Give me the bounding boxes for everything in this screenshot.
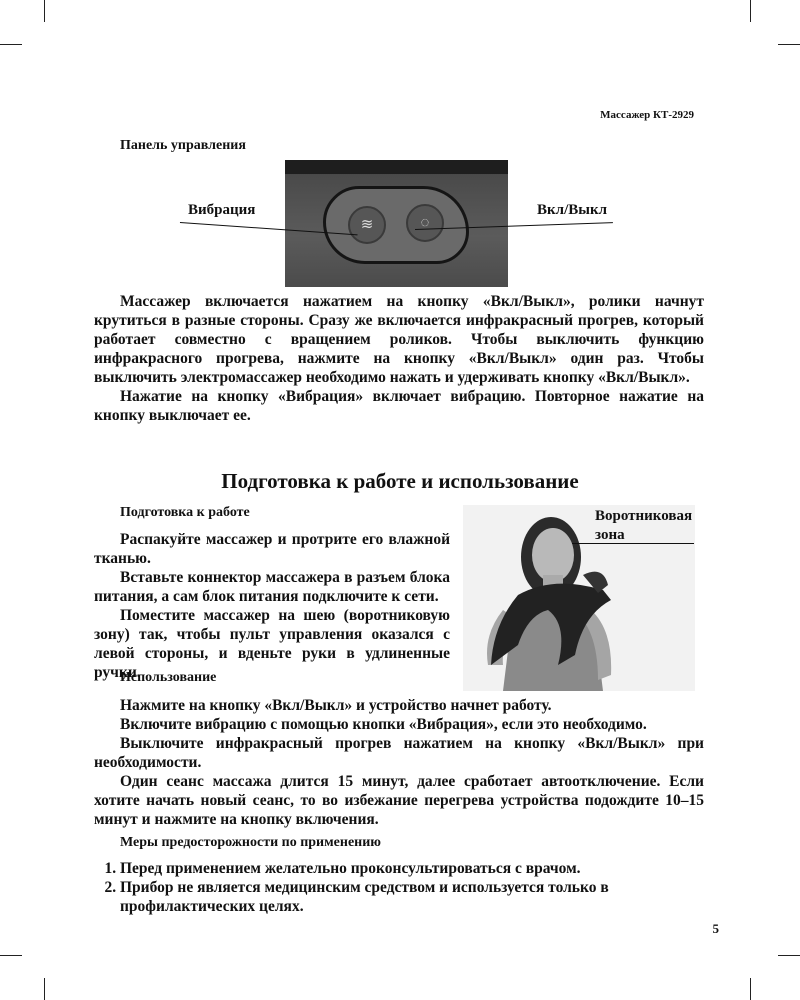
section-title: Подготовка к работе и использование [221, 469, 579, 493]
prep-text [94, 530, 450, 682]
crop-mark [44, 978, 45, 1000]
usage-paragraph: Нажмите на кнопку «Вкл/Выкл» и устройство начнет работу. [120, 697, 552, 714]
usage-paragraph: Один сеанс массажа длится 15 минут, далее сработает автоотключение. Если хотите начать новый сеанс, то во избежание перегрева устройства подождите 10–15 минут и нажмите на кнопку включения. [94, 773, 704, 828]
usage-paragraph: Выключите инфракрасный прогрев нажатием на кнопку «Вкл/Выкл» при необходимости. [94, 735, 704, 771]
safety-title: Меры предосторожности по применению [120, 835, 381, 850]
prep-paragraph: Распакуйте массажер и протрите его влажной тканью. [94, 531, 450, 567]
list-item: 1. Перед применением желательно проконсультироваться с врачом. [120, 859, 730, 878]
crop-mark [750, 978, 751, 1000]
person-illustration [463, 505, 695, 691]
description-text [94, 292, 704, 425]
page-number: 5 [712, 921, 719, 936]
collar-zone-label: зона [595, 527, 625, 543]
crop-mark [0, 955, 22, 956]
collar-zone-label: Воротниковая [595, 508, 693, 524]
safety-list [94, 859, 730, 916]
usage-paragraph: Включите вибрацию с помощью кнопки «Вибрация», если это необходимо. [120, 716, 647, 733]
crop-mark [750, 0, 751, 22]
control-panel-title: Панель управления [120, 138, 246, 153]
vibration-label: Вибрация [188, 202, 256, 218]
control-panel-photo [285, 160, 508, 287]
crop-mark [778, 955, 800, 956]
usage-title: Использование [120, 670, 217, 685]
description-paragraph: Массажер включается нажатием на кнопку «Вкл/Выкл», ролики начнут крутиться в разные стороны. Сразу же включается инфракрасный прогрев, который работает совместно с вращением роликов. Чтобы выключить функцию инфракрасного прогрева, нажмите на кнопку «Вкл/Выкл» один раз. Чтобы выключить электромассажер необходимо нажать и удерживать кнопку «Вкл/Выкл». [94, 293, 704, 386]
usage-text [94, 696, 704, 829]
power-label: Вкл/Выкл [537, 202, 608, 218]
crop-mark [0, 44, 22, 45]
vibration-icon: ≋ [348, 206, 386, 244]
power-icon: ◌ [406, 204, 444, 242]
strap [285, 160, 508, 174]
prep-title: Подготовка к работе [120, 505, 250, 520]
crop-mark [778, 44, 800, 45]
prep-paragraph: Поместите массажер на шею (воротниковую зону) так, чтобы пульт управления оказался с левой стороны, и вденьте руки в удлиненные ручки. [94, 607, 450, 681]
usage-photo [463, 505, 695, 691]
crop-mark [44, 0, 45, 22]
prep-paragraph: Вставьте коннектор массажера в разъем блока питания, а сам блок питания подключите к сети. [94, 569, 450, 605]
running-header: Массажер КТ-2929 [600, 109, 694, 121]
list-item: 2. Прибор не является медицинским средством и используется только в профилактических целях. [120, 878, 730, 916]
description-paragraph: Нажатие на кнопку «Вибрация» включает вибрацию. Повторное нажатие на кнопку выключает ее. [94, 388, 704, 424]
remote-panel [323, 186, 469, 264]
collar-callout-line [572, 543, 694, 544]
